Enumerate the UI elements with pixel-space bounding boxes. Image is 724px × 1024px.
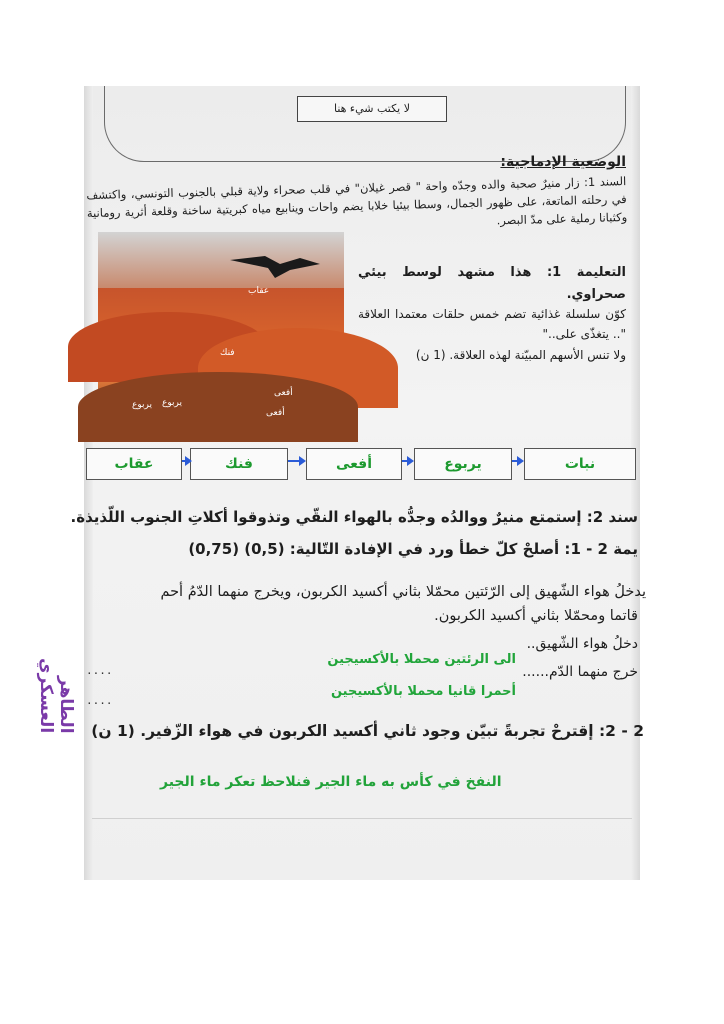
scene-label: يربوع bbox=[132, 400, 152, 410]
instruction-1-note: ولا تنس الأسهم المبيّنة لهذه العلاقة. (1 ن) bbox=[415, 348, 626, 362]
section-title: الوضعية الإدماجية: bbox=[500, 154, 626, 170]
scene-label: عقاب bbox=[248, 286, 270, 296]
correction-1-label: دخلُ هواء الشّهيق.. bbox=[526, 636, 638, 652]
no-write-box: لا يكتب شيء هنا bbox=[297, 96, 447, 122]
support-text-2: سند 2: إستمتع منيرٌ ووالدُه وجدُّه بالهواء النقّي وتذوقوا أكلاتِ الجنوب اللّذيذة. bbox=[70, 508, 638, 526]
statement-line-1: يدخلُ هواء الشّهيق إلى الرّئتين محمّلا بثاني أكسيد الكربون، ويخرج منهما الدّمُ أحم bbox=[160, 584, 646, 600]
instruction-1-body: كوّن سلسلة غذائية تضم خمس حلقات معتمدا العلاقة ".. يتغذّى على.." bbox=[358, 307, 626, 341]
author-signature bbox=[36, 632, 76, 733]
dotted-line: .... bbox=[86, 694, 113, 707]
scene-label: فنك bbox=[220, 348, 235, 358]
question-2-2: 2 - 2: إقترحْ تجربةً تبيّن وجود ثاني أكسيد الكربون في هواء الزّفير. (1 ن) bbox=[91, 722, 644, 740]
final-answer: النفخ في كأس به ماء الجير فنلاحظ تعكر ماء الجير bbox=[160, 774, 502, 790]
dotted-line: .... bbox=[86, 664, 113, 677]
correction-2-label: خرج منهما الدّم...... bbox=[522, 664, 638, 680]
instruction-1-title: التعليمة 1: هذا مشهد لوسط بيئي صحراوي. bbox=[358, 265, 626, 302]
correction-2-answer: أحمرا قانيا محملا بالأكسيجين bbox=[330, 684, 516, 699]
scene-label: أفعى bbox=[274, 388, 293, 398]
author-first-name: الطاهر bbox=[56, 675, 76, 734]
desert-scene-image bbox=[98, 232, 344, 428]
chain-item-plant: نبات bbox=[524, 448, 636, 480]
correction-1-answer: الى الرئتين محملا بالأكسيجين bbox=[327, 652, 516, 667]
divider bbox=[92, 818, 632, 819]
chain-item-viper: أفعى bbox=[306, 448, 402, 480]
scene-label: يربوع bbox=[162, 398, 182, 408]
support-text-1: السند 1: زار منيرٌ صحبة والده وجدّه واحة " قصر غيلان" في قلب صحراء ولاية قبلي بالجنوب التونسي، واكتشف في رحلته الماتعة، على ظهور الجمال، وسطا بيئيا خلابا يضم واحات وينابيع مياه كبريتية ساخنة وقلعة أثرية رومانية وكثبانا رملية على مدّ البصر. bbox=[86, 173, 628, 228]
chain-item-eagle: عقاب bbox=[86, 448, 182, 480]
scene-label: أفعى bbox=[266, 408, 285, 418]
header-frame bbox=[104, 86, 626, 162]
chain-item-jerboa: يربوع bbox=[414, 448, 512, 480]
chain-item-fennec: فنك bbox=[190, 448, 288, 480]
statement-line-2: قاتما ومحمّلا بثاني أكسيد الكربون. bbox=[434, 608, 638, 624]
question-2-1: يمة 2 - 1: أصلحْ كلّ خطأ ورد في الإفادة التّالية: (0,5) (0,75) bbox=[188, 540, 638, 558]
eagle-icon bbox=[230, 250, 320, 280]
author-last-name: العسكري bbox=[36, 658, 56, 734]
food-chain bbox=[84, 444, 640, 490]
dune bbox=[78, 372, 358, 442]
scanned-page bbox=[70, 86, 646, 880]
